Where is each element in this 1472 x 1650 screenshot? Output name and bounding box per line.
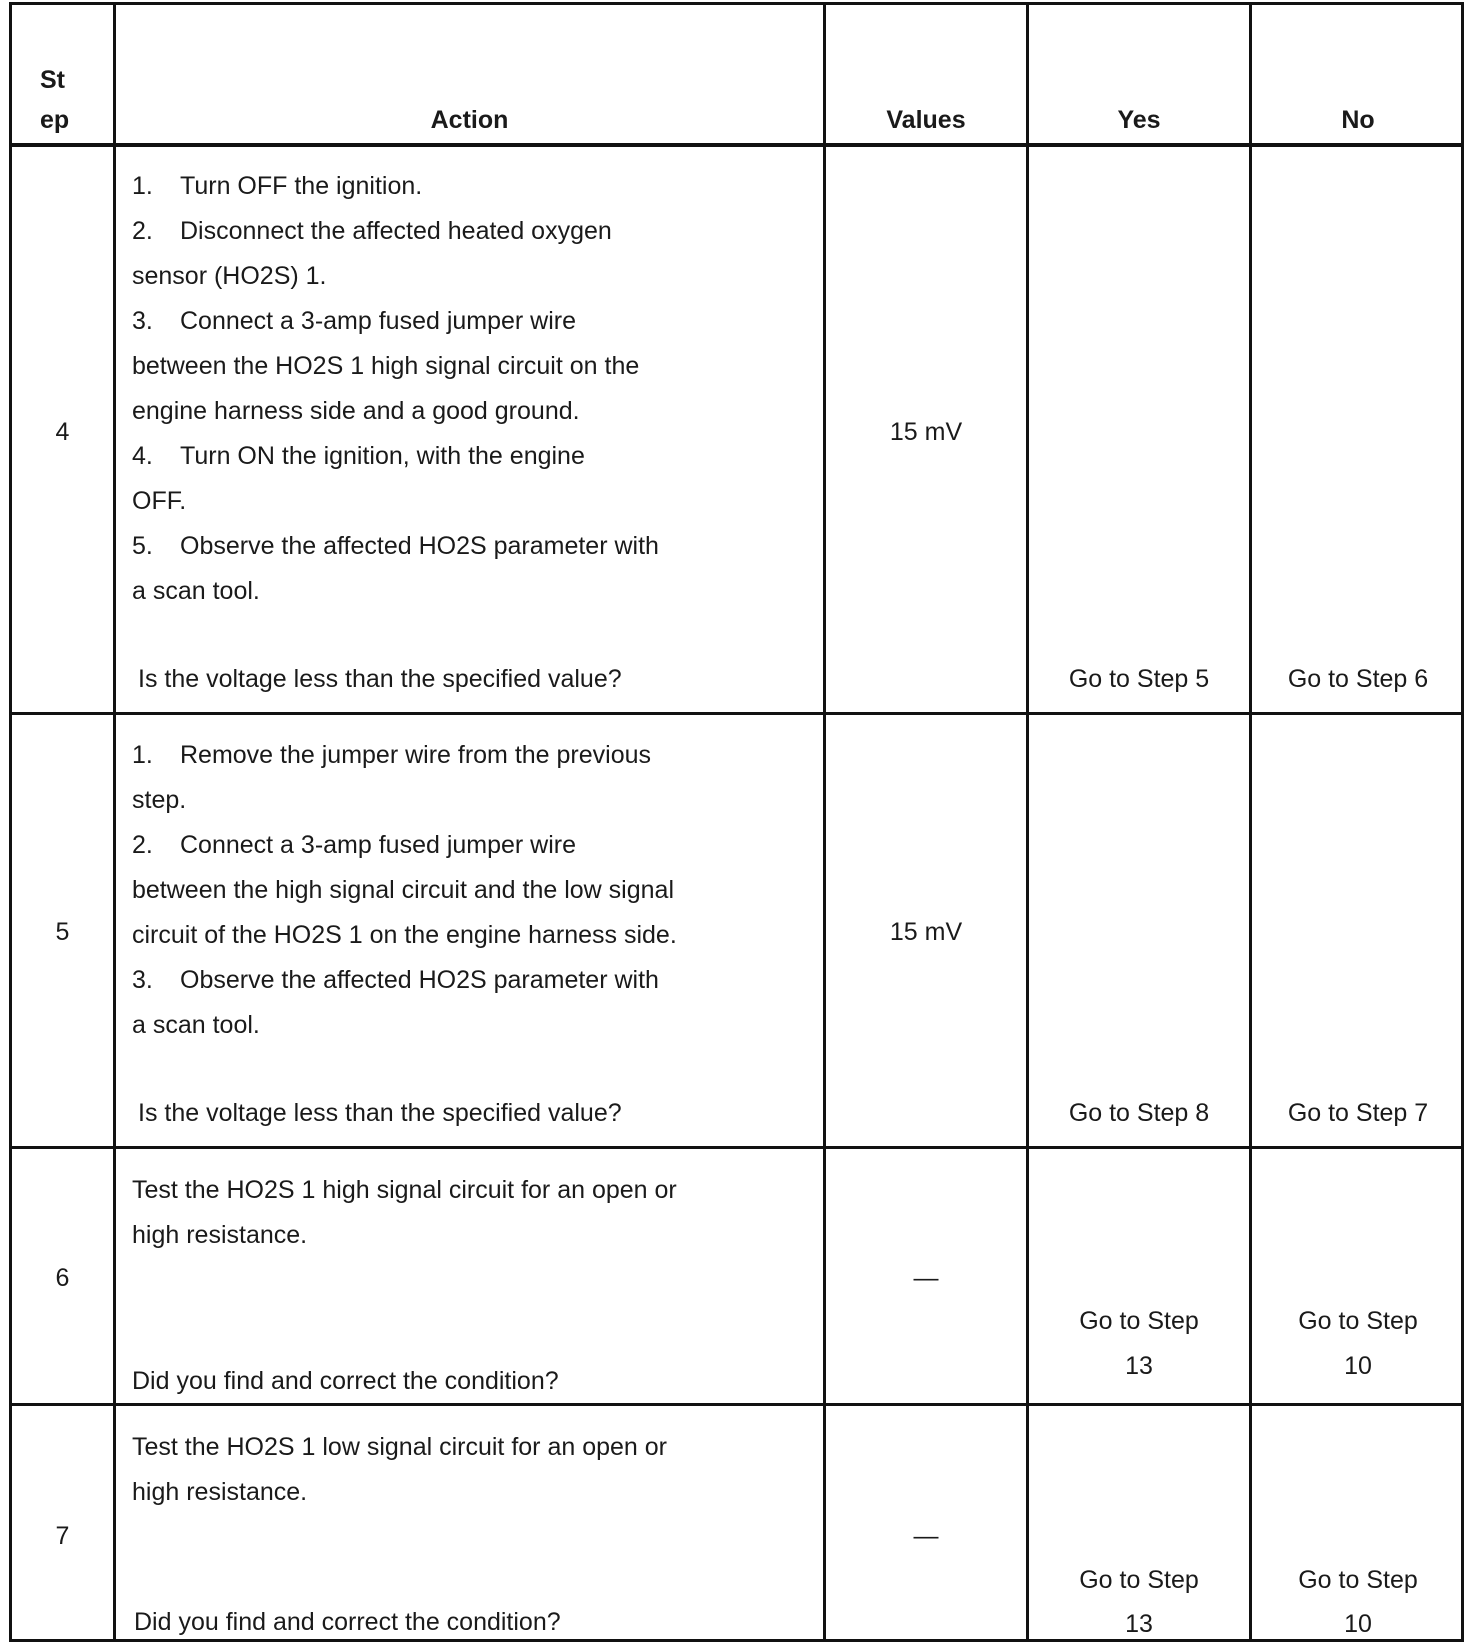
header-divider	[12, 143, 1461, 147]
yes-cell-line-2: 13	[1125, 1352, 1153, 1380]
action-line-text: circuit of the HO2S 1 on the engine harness side.	[132, 921, 677, 949]
header-values: Values	[886, 106, 966, 134]
action-line-text: engine harness side and a good ground.	[132, 397, 580, 425]
action-question: Did you find and correct the condition?	[134, 1608, 561, 1636]
row-divider	[12, 1146, 1461, 1149]
action-line-text: Test the HO2S 1 high signal circuit for an open or	[132, 1176, 677, 1204]
action-line	[132, 1213, 677, 1258]
no-cell-line-2: 10	[1344, 1352, 1372, 1380]
header-action: Action	[430, 106, 509, 134]
action-line	[132, 778, 677, 823]
yes-cell-line-1: Go to Step	[1079, 1566, 1199, 1594]
header-no: No	[1341, 106, 1375, 134]
action-line	[132, 868, 677, 913]
action-line	[132, 164, 659, 209]
no-cell: Go to Step 7	[1287, 1099, 1429, 1127]
yes-cell: Go to Step 5	[1068, 665, 1210, 693]
action-steps	[132, 1168, 677, 1258]
action-line	[132, 389, 659, 434]
action-line	[132, 913, 677, 958]
action-line-text: a scan tool.	[132, 1011, 260, 1039]
action-line-text: high resistance.	[132, 1478, 308, 1506]
column-divider	[1026, 5, 1029, 1639]
step-number: 6	[55, 1264, 70, 1292]
no-cell: Go to Step 6	[1287, 665, 1429, 693]
row-divider	[12, 1403, 1461, 1406]
action-line-text: sensor (HO2S) 1.	[132, 262, 327, 290]
no-cell-line-2: 10	[1344, 1610, 1372, 1638]
action-line	[132, 1168, 677, 1213]
action-line	[132, 344, 659, 389]
header-step-line-2: ep	[40, 106, 70, 134]
action-line	[132, 299, 659, 344]
yes-cell-line-1: Go to Step	[1079, 1307, 1199, 1335]
action-line-text: between the high signal circuit and the low signal	[132, 876, 675, 904]
action-line-text: Disconnect the affected heated oxygen	[180, 217, 612, 245]
action-steps	[132, 164, 659, 614]
action-line-text: Remove the jumper wire from the previous	[180, 741, 652, 769]
action-line	[132, 434, 659, 479]
action-line	[132, 479, 659, 524]
action-line	[132, 1003, 677, 1048]
action-line	[132, 209, 659, 254]
action-line	[132, 958, 677, 1003]
action-line-text: OFF.	[132, 487, 187, 515]
column-divider	[1249, 5, 1252, 1639]
action-steps	[132, 1425, 667, 1515]
action-line	[132, 823, 677, 868]
action-line-text: Turn OFF the ignition.	[180, 172, 423, 200]
action-line-text: high resistance.	[132, 1221, 308, 1249]
action-line-text: Connect a 3-amp fused jumper wire	[180, 831, 577, 859]
action-line-text: between the HO2S 1 high signal circuit on the	[132, 352, 640, 380]
action-line-text: Test the HO2S 1 low signal circuit for an open or	[132, 1433, 667, 1461]
action-line-number: 3.	[132, 307, 153, 335]
step-number: 7	[55, 1522, 70, 1550]
action-line-text: Observe the affected HO2S parameter with	[180, 532, 659, 560]
procedure-table	[9, 2, 1464, 1642]
value-cell: —	[913, 1522, 939, 1550]
no-cell-line-1: Go to Step	[1298, 1307, 1418, 1335]
action-line-text: Turn ON the ignition, with the engine	[180, 442, 585, 470]
column-divider	[113, 5, 116, 1639]
no-cell-line-1: Go to Step	[1298, 1566, 1418, 1594]
action-line	[132, 733, 677, 778]
value-cell: —	[913, 1264, 939, 1292]
action-line-number: 2.	[132, 831, 153, 859]
step-number: 4	[55, 418, 70, 446]
action-question: Did you find and correct the condition?	[132, 1367, 559, 1395]
column-divider	[823, 5, 826, 1639]
action-line-number: 1.	[132, 172, 153, 200]
value-cell: 15 mV	[889, 418, 963, 446]
value-cell: 15 mV	[889, 918, 963, 946]
header-step-line-1: St	[40, 66, 65, 94]
action-line	[132, 569, 659, 614]
yes-cell: Go to Step 8	[1068, 1099, 1210, 1127]
action-line-number: 5.	[132, 532, 153, 560]
action-question: Is the voltage less than the specified value?	[138, 1099, 622, 1127]
action-steps	[132, 733, 677, 1048]
action-line	[132, 524, 659, 569]
action-question: Is the voltage less than the specified value?	[138, 665, 622, 693]
action-line-text: Connect a 3-amp fused jumper wire	[180, 307, 577, 335]
action-line-text: a scan tool.	[132, 577, 260, 605]
action-line	[132, 254, 659, 299]
action-line-number: 3.	[132, 966, 153, 994]
action-line-text: Observe the affected HO2S parameter with	[180, 966, 659, 994]
action-line	[132, 1470, 667, 1515]
header-yes: Yes	[1117, 106, 1161, 134]
action-line-text: step.	[132, 786, 187, 814]
row-divider	[12, 712, 1461, 715]
yes-cell-line-2: 13	[1125, 1610, 1153, 1638]
action-line-number: 1.	[132, 741, 153, 769]
action-line-number: 4.	[132, 442, 153, 470]
action-line-number: 2.	[132, 217, 153, 245]
step-number: 5	[55, 918, 70, 946]
action-line	[132, 1425, 667, 1470]
